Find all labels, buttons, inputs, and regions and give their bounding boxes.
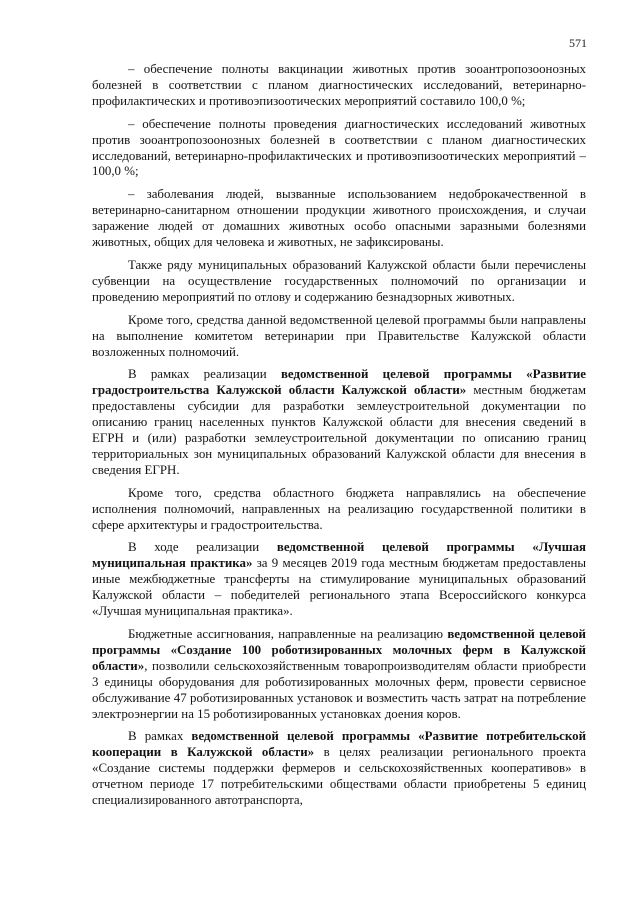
paragraph: [92, 540, 586, 620]
paragraph: [92, 258, 586, 306]
paragraph: [92, 62, 586, 110]
program-title-bold: ведомственной целевой программы «Создание 100 роботизированных молочных ферм в Калужской области»: [92, 627, 586, 673]
paragraph: [92, 117, 586, 181]
paragraph-text: В ходе реализации: [128, 540, 277, 555]
paragraph-text: Кроме того, средства областного бюджета направлялись на обеспечение исполнения полномочий, направленных на реализацию государственной политики в сфере архитектуры и градостроительства.: [92, 485, 586, 532]
paragraph-text: – обеспечение полноты вакцинации животных против зооантропозоонозных болезней в соответствии с планом диагностических исследований, ветеринарно-профилактических и противоэпизоотических мероприятий составило 100,0 %;: [92, 62, 586, 108]
paragraph-text: местным бюджетам предоставлены субсидии для разработки землеустроительной документации по описанию границ населенных пунктов Калужской области для внесения сведений в ЕГРН и (или) разработки землеустроительной документации по описанию границ территориальных зон муниципальных образований Калужской области для внесения в сведения ЕГРН.: [92, 383, 586, 477]
page-number: 571: [569, 36, 587, 50]
program-title-bold: ведомственной целевой программы «Лучшая муниципальная практика»: [92, 540, 587, 571]
paragraph-text: – заболевания людей, вызванные использованием недоброкачественной в ветеринарно-санитарном отношении продукции животного происхождения, и случаи заражение людей от домашних животных особо опасными заразными болезнями животных, общих для человека и животных, не зафиксированы.: [92, 187, 586, 250]
paragraph: [92, 187, 586, 251]
document-body: [92, 62, 586, 816]
paragraph: [92, 313, 586, 361]
paragraph-text: Также ряду муниципальных образований Калужской области были перечислены субвенции на осуществление государственных полномочий по организации и проведению мероприятий по отлову и содержанию безнадзорных животных.: [92, 257, 586, 304]
program-title-bold: ведомственной целевой программы «Развитие градостроительства Калужской области Калужской области»: [92, 367, 586, 398]
paragraph: [92, 729, 586, 809]
paragraph-text: за 9 месяцев 2019 года местным бюджетам предоставлены иные межбюджетные трансферты на стимулирование муниципальных образований Калужской области – победителей регионального этапа Всероссийского конкурса «Лучшая муниципальная практика».: [92, 556, 587, 619]
paragraph: [92, 486, 586, 534]
paragraph-text: Кроме того, средства данной ведомственной целевой программы были направлены на выполнение комитетом ветеринарии при Правительстве Калужской области возложенных полномочий.: [92, 312, 586, 359]
paragraph-text: В рамках реализации: [128, 367, 281, 382]
program-title-bold: ведомственной целевой программы «Развитие потребительской кооперации в Калужской области»: [92, 729, 586, 760]
paragraph-text: , позволили сельскохозяйственным товаропроизводителям области приобрести 3 единицы оборудования для роботизированных молочных ферм, провести сервисное обслуживание 47 роботизированных установок и возместить часть затрат на потребление электроэнергии на 15 роботизированных установках доения коров.: [92, 658, 586, 721]
paragraph: [92, 367, 586, 478]
paragraph-text: В рамках: [128, 729, 192, 744]
paragraph-text: в целях реализации регионального проекта «Создание системы поддержки фермеров и сельскохозяйственных кооперативов» в отчетном периоде 17 потребительскими обществами области приобретены 5 единиц специализированного автотранспорта,: [92, 745, 587, 808]
paragraph-text: – обеспечение полноты проведения диагностических исследований животных против зооантропозоонозных болезней в соответствии с планом диагностических исследований, ветеринарно-профилактических и противоэпизоотических мероприятий – 100,0 %;: [92, 116, 586, 179]
paragraph-text: Бюджетные ассигнования, направленные на реализацию: [128, 627, 448, 641]
paragraph: [92, 627, 586, 722]
